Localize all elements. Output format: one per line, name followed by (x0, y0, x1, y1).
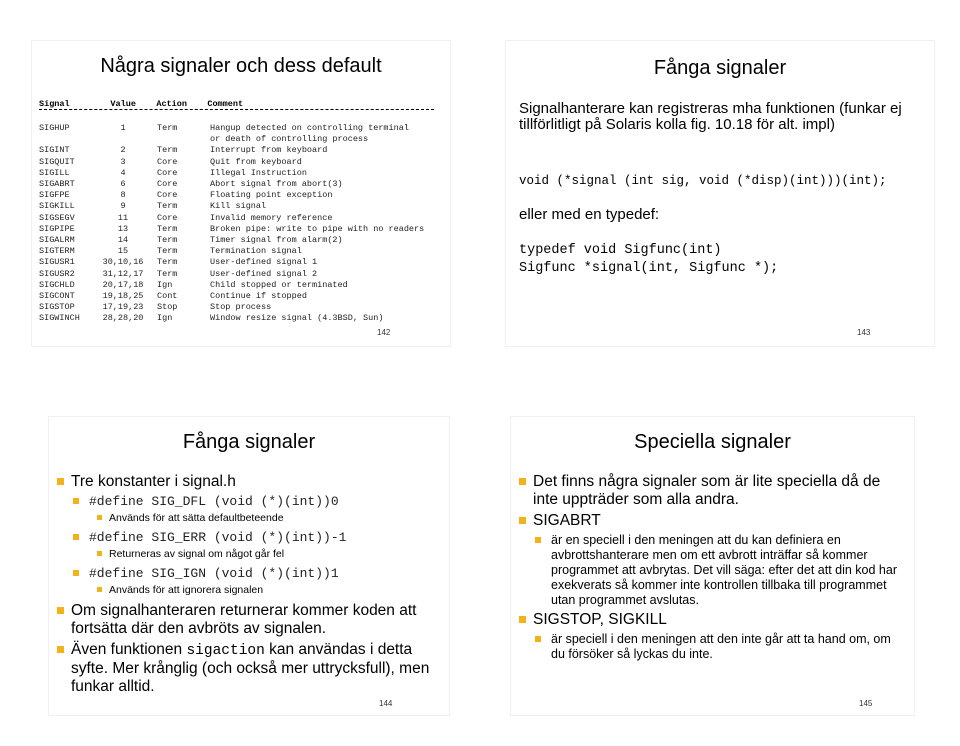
typedef-intro: eller med en typedef: (519, 206, 660, 223)
signal-name: SIGCHLD (39, 279, 75, 290)
signal-row (39, 157, 447, 168)
bullet-marker (535, 636, 541, 642)
signal-row (39, 168, 447, 179)
signal-value: 14 (117, 235, 129, 246)
bullet-marker (57, 646, 64, 653)
sub-bullet: är en speciell i den meningen att du kan definiera en avbrottshanterare men om ett avbrott inträffar så kommer programmet att avbrytas. Det vill säga: efter det att din kod har exekverats så kommer inte kontrollen tillbaka till programmet utan programmet avslutas. (519, 533, 908, 608)
code-sigaction: sigaction (186, 643, 265, 659)
signal-name: SIGUSR1 (39, 257, 75, 268)
signal-action: Core (157, 190, 178, 201)
signal-row (39, 257, 447, 268)
signal-action: Core (157, 167, 178, 178)
page-number: 144 (379, 699, 393, 708)
signal-name: SIGUSR2 (39, 268, 75, 279)
signal-prototype-code: void (*signal (int sig, void (*disp)(int)))(int); (519, 174, 887, 188)
signal-comment: Timer signal from alarm(2) (210, 235, 343, 246)
signal-value: 31,12,17 (102, 268, 144, 279)
slide-title: Några signaler och dess default (100, 55, 382, 77)
signal-comment: Abort signal from abort(3) (210, 179, 343, 190)
signal-comment: Kill signal (210, 201, 267, 212)
signal-value: 8 (120, 190, 126, 201)
signal-comment: Continue if stopped (210, 291, 307, 302)
slide-143 (505, 40, 935, 347)
signal-comment: Invalid memory reference (210, 212, 333, 223)
signal-value: 19,18,25 (102, 291, 144, 302)
bullet-list (57, 473, 443, 699)
signal-action: Term (157, 223, 178, 234)
signal-value: 4 (120, 167, 126, 178)
signal-name: SIGABRT (39, 179, 75, 190)
signal-action: Term (157, 201, 178, 212)
bullet-marker (97, 587, 102, 592)
signal-row (39, 190, 447, 201)
signal-value: 2 (120, 145, 126, 156)
sub-bullet: är speciell i den meningen att den inte går att ta hand om, om du försöker så lyckas du inte. (519, 632, 908, 662)
signal-name: SIGSEGV (39, 212, 75, 223)
signal-name: SIGQUIT (39, 156, 75, 167)
define-note: Används för att ignorera signalen (57, 584, 443, 597)
slide-title: Fånga signaler (653, 57, 787, 79)
signal-value: 17,19,23 (102, 302, 144, 313)
bullet-marker (73, 498, 79, 504)
signal-action: Term (157, 145, 178, 156)
signal-comment: Floating point exception (210, 190, 333, 201)
slide-title: Speciella signaler (634, 431, 791, 453)
signal-table-header (39, 99, 243, 109)
signal-row (39, 201, 447, 212)
signal-name (39, 134, 89, 145)
signal-action: Term (157, 257, 178, 268)
bullet-marker (57, 607, 64, 614)
bullet-list (519, 473, 908, 665)
signal-action: Stop (157, 302, 178, 313)
header-value: Value (110, 99, 136, 109)
bullet-item: Även funktionen sigaction kan användas i detta syfte. Mer krånglig (och också mer uttrycksfull), men funkar alltid. (57, 641, 443, 696)
bullet-item: SIGABRT (519, 512, 908, 530)
bullet-marker (73, 570, 79, 576)
header-action: Action (156, 99, 187, 109)
bullet-item: SIGSTOP, SIGKILL (519, 611, 908, 629)
bullet-item: Tre konstanter i signal.h (57, 473, 443, 491)
header-divider (39, 109, 434, 110)
signal-value: 11 (117, 212, 129, 223)
signal-comment: Hangup detected on controlling terminal (210, 123, 409, 133)
signal-action: Term (157, 246, 178, 257)
intro-text: Signalhanterare kan registreras mha funktionen (funkar ej tillförlitligt på Solaris kolla fig. 10.18 för alt. impl) (519, 100, 902, 133)
typedef-code: typedef void Sigfunc(int) (519, 243, 722, 258)
signal-value (89, 134, 157, 145)
bullet-item: Det finns några signaler som är lite speciella då de inte uppträder som alla andra. (519, 473, 908, 509)
signal-comment: Child stopped or terminated (210, 279, 348, 290)
signal-action: Ign (157, 279, 173, 290)
bullet-marker (57, 478, 64, 485)
signal-comment: User-defined signal 2 (210, 268, 318, 279)
signal-action: Cont (157, 291, 178, 302)
bullet-marker (97, 515, 102, 520)
define-note: Returneras av signal om något går fel (57, 548, 443, 561)
signal-value: 20,17,18 (102, 279, 144, 290)
bullet-marker (535, 537, 541, 543)
define-sig-err: #define SIG_ERR (void (*)(int))-1 (57, 530, 443, 545)
signal-action: Core (157, 179, 178, 190)
signal-row (39, 213, 447, 224)
signal-typedef-code: Sigfunc *signal(int, Sigfunc *); (519, 261, 779, 276)
signal-row (39, 269, 447, 280)
signal-name: SIGHUP (39, 123, 70, 133)
slide-142 (31, 40, 451, 347)
signal-name: SIGALRM (39, 235, 75, 246)
slide-title: Fånga signaler (182, 431, 316, 453)
header-signal: Signal (39, 99, 70, 109)
signal-name: SIGTERM (39, 246, 75, 257)
signal-name: SIGSTOP (39, 302, 75, 313)
signal-value: 28,28,20 (102, 313, 144, 324)
signal-row (39, 313, 447, 324)
signal-row (39, 246, 447, 257)
signal-row (39, 123, 447, 134)
signal-row (39, 235, 447, 246)
signal-row (39, 291, 447, 302)
signal-value: 6 (120, 179, 126, 190)
signal-name: SIGILL (39, 167, 70, 178)
signal-row (39, 280, 447, 291)
signal-value: 1 (120, 123, 126, 133)
signal-comment: Interrupt from keyboard (210, 145, 328, 156)
signal-action: Core (157, 212, 178, 223)
signal-table (39, 123, 447, 325)
signal-name: SIGCONT (39, 291, 75, 302)
slide-144 (48, 416, 450, 716)
define-note: Används för att sätta defaultbeteende (57, 512, 443, 525)
signal-row (39, 302, 447, 313)
signal-value: 13 (117, 223, 129, 234)
signal-comment: or death of controlling process (210, 134, 369, 145)
signal-name: SIGINT (39, 145, 70, 156)
signal-name: SIGWINCH (39, 313, 80, 324)
signal-action: Ign (157, 313, 173, 324)
page-number: 145 (859, 699, 873, 708)
signal-comment: Stop process (210, 302, 272, 313)
bullet-marker (519, 478, 526, 485)
signal-row (39, 179, 447, 190)
signal-value: 15 (117, 246, 129, 257)
bullet-marker (519, 517, 526, 524)
page-number: 142 (377, 328, 391, 337)
signal-action: Core (157, 156, 178, 167)
signal-comment: Quit from keyboard (210, 156, 302, 167)
header-comment: Comment (207, 99, 244, 109)
signal-name: SIGFPE (39, 190, 70, 201)
signal-value: 9 (120, 201, 126, 212)
bullet-marker (73, 534, 79, 540)
signal-comment: Broken pipe: write to pipe with no readers (210, 223, 425, 234)
signal-name: SIGKILL (39, 201, 75, 212)
define-sig-dfl: #define SIG_DFL (void (*)(int))0 (57, 494, 443, 509)
page-number: 143 (857, 328, 871, 337)
signal-action (157, 134, 207, 145)
signal-action: Term (157, 268, 178, 279)
signal-comment: Illegal Instruction (210, 167, 307, 178)
define-sig-ign: #define SIG_IGN (void (*)(int))1 (57, 566, 443, 581)
signal-name: SIGPIPE (39, 223, 75, 234)
signal-value: 30,10,16 (102, 257, 144, 268)
signal-value: 3 (120, 156, 126, 167)
bullet-marker (519, 616, 526, 623)
signal-row (39, 134, 447, 145)
bullet-marker (97, 551, 102, 556)
signal-row (39, 145, 447, 156)
signal-action: Term (157, 123, 178, 133)
signal-row (39, 224, 447, 235)
signal-action: Term (157, 235, 178, 246)
signal-comment: User-defined signal 1 (210, 257, 318, 268)
signal-comment: Window resize signal (4.3BSD, Sun) (210, 313, 384, 324)
bullet-item: Om signalhanteraren returnerar kommer koden att fortsätta där den avbröts av signalen. (57, 602, 443, 638)
slide-145 (510, 416, 915, 716)
signal-comment: Termination signal (210, 246, 302, 257)
